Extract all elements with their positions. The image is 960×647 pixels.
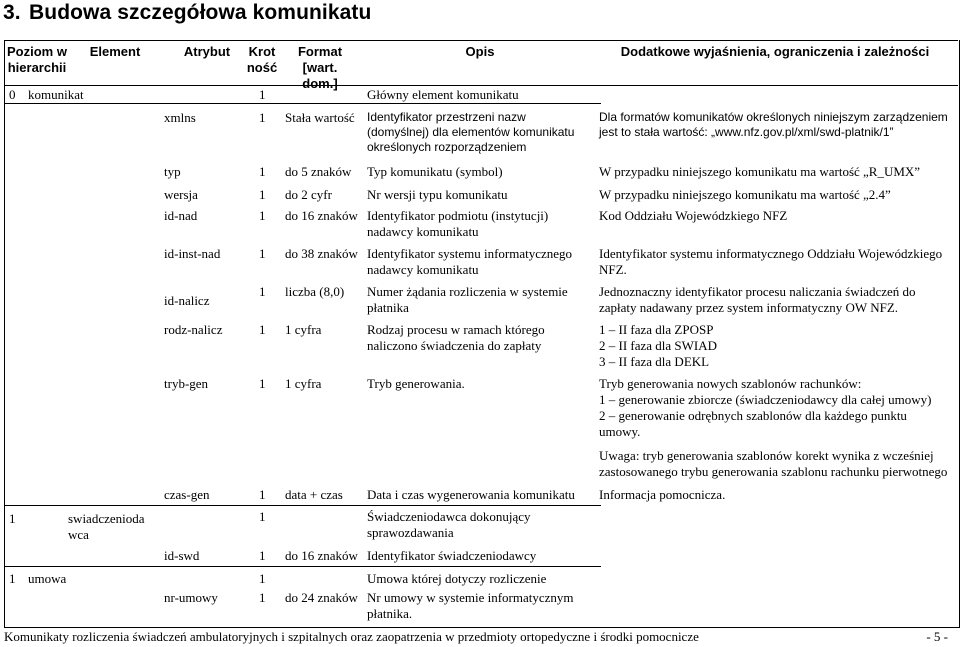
attr-format: do 24 znaków — [285, 590, 358, 605]
attr-count: 1 — [259, 548, 266, 563]
attr-desc: Tryb generowania. — [367, 376, 465, 391]
attr-notes-line: Identyfikator systemu informatycznego Oddziału Wojewódzkiego — [599, 246, 943, 261]
attr-notes: W przypadku niniejszego komunikatu ma wartość „2.4” — [599, 187, 891, 202]
attr-count: 1 — [259, 164, 266, 179]
attr-desc-line: (domyślnej) dla elementów komunikatu — [367, 125, 575, 139]
attr-count: 1 — [259, 376, 266, 391]
section-title: Budowa szczegółowa komunikatu — [29, 1, 372, 24]
row-description: Główny element komunikatu — [367, 87, 519, 102]
attr-format: liczba (8,0) — [285, 284, 345, 299]
attr-notes-line: zapłaty nadawany przez system informatyczny OW NFZ. — [599, 300, 899, 315]
row-divider — [4, 505, 601, 506]
attr-desc: Typ komunikatu (symbol) — [367, 164, 503, 179]
attr-notes-line: umowy. — [599, 424, 641, 439]
attr-desc: Identyfikator świadczeniodawcy — [367, 548, 537, 563]
attr-format: 1 cyfra — [285, 376, 322, 391]
attr-notes: Informacja pomocnicza. — [599, 487, 726, 502]
attr-notes-line: jest to stała wartość: „www.nfz.gov.pl/xml/swd-platnik/1” — [599, 125, 894, 139]
attr-notes-line: Uwaga: tryb generowania szablonów korekt wynika z wcześniej — [599, 448, 934, 463]
row-count: 1 — [259, 509, 266, 524]
attr-desc-line: nadawcy komunikatu — [367, 224, 479, 239]
col-header-attribute: Atrybut — [183, 44, 231, 59]
attr-notes-line: Jednoznaczny identyfikator procesu naliczania świadczeń do — [599, 284, 916, 299]
attr-format: do 38 znaków — [285, 246, 358, 261]
col-header-element: Element — [89, 44, 141, 59]
attr-desc-line: Rodzaj procesu w ramach którego — [367, 322, 545, 337]
attr-desc-line: Numer żądania rozliczenia w systemie — [367, 284, 568, 299]
row-desc-line: Świadczeniodawca dokonujący — [367, 509, 531, 524]
attr-format: do 5 znaków — [285, 164, 352, 179]
attr-name: id-nalicz — [164, 293, 210, 308]
attr-format: do 16 znaków — [285, 208, 358, 223]
attr-count: 1 — [259, 246, 266, 261]
col-header-format: Format [wart. dom.] — [297, 44, 343, 91]
attr-format: do 16 znaków — [285, 548, 358, 563]
attr-notes-line: 3 – II faza dla DEKL — [599, 354, 710, 369]
attr-desc-line: płatnika. — [367, 606, 413, 621]
attr-count: 1 — [259, 187, 266, 202]
attr-notes-line: Dla formatów komunikatów określonych niniejszym zarządzeniem — [599, 110, 948, 124]
element-line: wca — [68, 527, 89, 542]
attr-desc-line: Identyfikator systemu informatycznego — [367, 246, 573, 261]
attr-name: rodz-nalicz — [164, 322, 223, 337]
attr-count: 1 — [259, 487, 266, 502]
attr-name: xmlns — [164, 110, 196, 125]
page-footer: Komunikaty rozliczenia świadczeń ambulatoryjnych i szpitalnych oraz zaopatrzenia w przedmioty ortopedyczne i środki pomocnicze — [4, 629, 699, 644]
attr-notes: Kod Oddziału Wojewódzkiego NFZ — [599, 208, 788, 223]
attr-count: 1 — [259, 590, 266, 605]
attr-count: 1 — [259, 284, 266, 299]
row-count: 1 — [259, 87, 266, 102]
attr-desc-line: naliczono świadczenia do zapłaty — [367, 338, 542, 353]
attr-count: 1 — [259, 322, 266, 337]
attr-desc-line: Identyfikator przestrzeni nazw — [367, 110, 526, 124]
attr-notes-line: 2 – generowanie odrębnych szablonów dla każdego punktu — [599, 408, 907, 423]
row-level: 1 — [9, 511, 16, 526]
attr-format: Stała wartość — [285, 110, 355, 125]
attr-name: czas-gen — [164, 487, 210, 502]
attr-format: do 2 cyfr — [285, 187, 332, 202]
attr-notes-line: 1 – II faza dla ZPOSP — [599, 322, 714, 337]
attr-name: id-swd — [164, 548, 200, 563]
attr-desc: Nr wersji typu komunikatu — [367, 187, 508, 202]
attr-desc-line: określonych rozporządzeniem — [367, 140, 527, 154]
page-number: - 5 - — [926, 629, 948, 644]
attr-notes-line: 1 – generowanie zbiorcze (świadczeniodawcy dla całej umowy) — [599, 392, 932, 407]
element-komunikat: komunikat — [28, 87, 84, 102]
attr-desc: Data i czas wygenerowania komunikatu — [367, 487, 575, 502]
attr-format: data + czas — [285, 487, 343, 502]
section-number: 3. — [3, 1, 21, 24]
attr-name: id-inst-nad — [164, 246, 221, 261]
attr-notes-line: zastosowanego trybu generowania szablonu rachunku pierwotnego — [599, 464, 948, 479]
attr-name: typ — [164, 164, 181, 179]
col-header-count: Krot ność — [246, 44, 278, 75]
col-header-description: Opis — [465, 44, 495, 59]
attr-desc-line: nadawcy komunikatu — [367, 262, 479, 277]
row-desc-line: sprawozdawania — [367, 525, 454, 540]
attr-notes-line: 2 – II faza dla SWIAD — [599, 338, 718, 353]
row-level: 1 — [9, 571, 16, 586]
attr-notes: W przypadku niniejszego komunikatu ma wartość „R_UMX” — [599, 164, 921, 179]
attr-count: 1 — [259, 110, 266, 125]
col-header-notes: Dodatkowe wyjaśnienia, ograniczenia i zależności — [620, 44, 930, 59]
attr-notes-line: Tryb generowania nowych szablonów rachunków: — [599, 376, 862, 391]
attr-desc-line: Nr umowy w systemie informatycznym — [367, 590, 574, 605]
element-line: swiadczenioda — [68, 511, 145, 526]
attr-name: wersja — [164, 187, 198, 202]
attr-name: nr-umowy — [164, 590, 218, 605]
attr-count: 1 — [259, 208, 266, 223]
attr-desc-line: Identyfikator podmiotu (instytucji) — [367, 208, 549, 223]
attr-name: tryb-gen — [164, 376, 209, 391]
row-description: Umowa której dotyczy rozliczenie — [367, 571, 547, 586]
col-header-level: Poziom w hierarchii — [7, 44, 67, 75]
row-divider — [4, 103, 601, 104]
attr-desc-line: płatnika — [367, 300, 409, 315]
section-heading — [3, 1, 371, 25]
attr-format: 1 cyfra — [285, 322, 322, 337]
row-level: 0 — [9, 87, 16, 102]
row-count: 1 — [259, 571, 266, 586]
element-umowa: umowa — [28, 571, 67, 586]
row-divider — [4, 566, 601, 567]
attr-name: id-nad — [164, 208, 198, 223]
attr-notes-line: NFZ. — [599, 262, 627, 277]
